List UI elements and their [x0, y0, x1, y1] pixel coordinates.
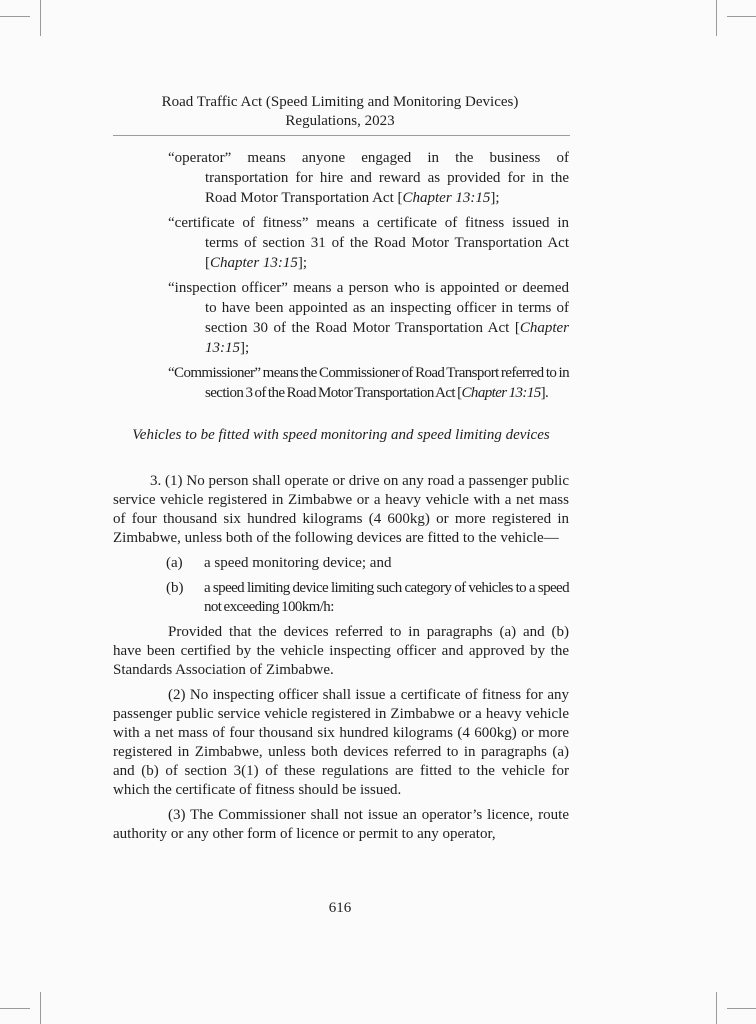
definitions-list	[113, 148, 569, 408]
section-3-subsection-2: (2) No inspecting officer shall issue a certificate of fitness for any passenger public service vehicle registered in Zimbabwe or a heavy vehicle with a net mass of four thousand six hundred kilograms (4 600kg) or more registered in Zimbabwe, unless both devices referred to in paragraphs (a) and (b) of section 3(1) of these regulations are fitted to the vehicle for which the certificate of fitness should be issued.	[113, 687, 569, 798]
definition-certificate-of-fitness: “certificate of fitness” means a certificate of fitness issued in terms of section 31 of the Road Motor Transportation Act [Chapter 13:15];	[168, 215, 569, 271]
section-3-body	[113, 472, 569, 850]
list-item-text: a speed monitoring device; and	[204, 555, 392, 571]
header-line-2: Regulations, 2023	[285, 113, 395, 129]
list-item-a	[113, 554, 569, 573]
definition-inspection-officer: “inspection officer” means a person who is appointed or deemed to have been appointed as an inspecting officer in terms of section 30 of the Road Motor Transportation Act [Chapter 13:15];	[168, 280, 569, 356]
definition-operator: “operator” means anyone engaged in the business of transportation for hire and reward as provided for in the Road Motor Transportation Act [Chapter 13:15];	[168, 150, 569, 206]
header-line-1: Road Traffic Act (Speed Limiting and Monitoring Devices)	[161, 94, 519, 110]
list-item-b	[113, 579, 569, 617]
section-heading: Vehicles to be fitted with speed monitoring and speed limiting devices	[132, 427, 550, 443]
definition-commissioner: “Commissioner” means the Commissioner of Road Transport referred to in section 3 of the Road Motor Transportation Act [Chapter 13:15].	[168, 365, 569, 401]
page-number: 616	[328, 900, 352, 916]
proviso-paragraph: Provided that the devices referred to in paragraphs (a) and (b) have been certified by the vehicle inspecting officer and approved by the Standards Association of Zimbabwe.	[113, 624, 569, 678]
list-item-label: (b)	[166, 580, 184, 596]
running-header	[110, 93, 570, 131]
section-3-subsection-3: (3) The Commissioner shall not issue an operator’s licence, route authority or any other form of licence or permit to any operator,	[113, 807, 569, 842]
section-3-subsection-1: 3. (1) No person shall operate or drive on any road a passenger public service vehicle registered in Zimbabwe or a heavy vehicle with a net mass of four thousand six hundred kilograms (4 600kg) or more registered in Zimbabwe, unless both of the following devices are fitted to the vehicle—	[113, 473, 569, 546]
list-item-label: (a)	[166, 555, 183, 571]
header-rule	[113, 135, 570, 136]
list-item-text: a speed limiting device limiting such category of vehicles to a speed not exceeding 100km/h:	[204, 580, 569, 615]
